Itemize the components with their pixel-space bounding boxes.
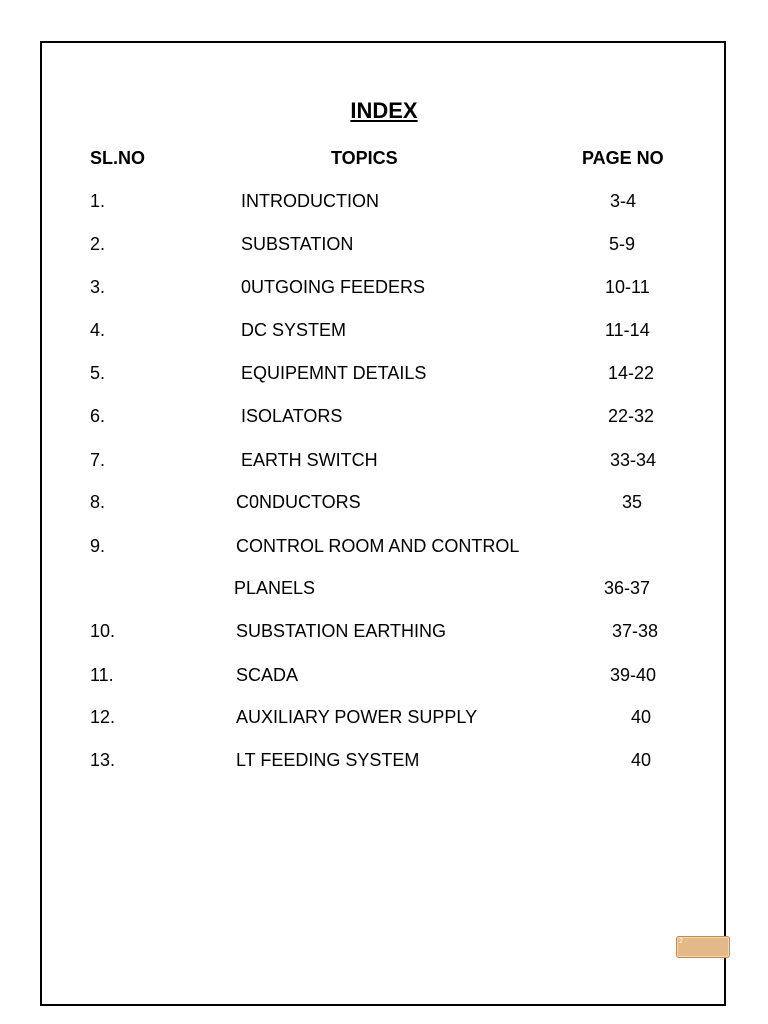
row-page-no: 37-38 — [612, 621, 659, 641]
row-sl-no: 10. — [90, 621, 116, 641]
header-topics: TOPICS — [331, 148, 398, 168]
row-sl-no: 12. — [90, 707, 116, 727]
row-page-no: 40 — [631, 750, 652, 770]
row-topic: ISOLATORS — [241, 406, 343, 426]
page-border — [40, 41, 726, 1006]
row-sl-no: 5. — [90, 363, 106, 383]
row-sl-no: 9. — [90, 536, 106, 556]
row-page-no: 39-40 — [610, 665, 657, 685]
header-sl-no: SL.NO — [90, 148, 146, 168]
page-number: 2 — [679, 938, 683, 945]
row-topic: LT FEEDING SYSTEM — [236, 750, 420, 770]
row-topic: C0NDUCTORS — [236, 492, 361, 512]
row-topic: INTRODUCTION — [241, 191, 379, 211]
row-topic: SUBSTATION EARTHING — [236, 621, 447, 641]
row-topic: AUXILIARY POWER SUPPLY — [236, 707, 478, 727]
row-sl-no: 13. — [90, 750, 116, 770]
row-page-no: 22-32 — [608, 406, 655, 426]
row-sl-no: 1. — [90, 191, 106, 211]
row-sl-no: 2. — [90, 234, 106, 254]
row-page-no: 14-22 — [608, 363, 655, 383]
row-page-no: 3-4 — [610, 191, 637, 211]
row-topic: SUBSTATION — [241, 234, 354, 254]
row-topic: DC SYSTEM — [241, 320, 347, 340]
row-page-no: 36-37 — [604, 578, 651, 598]
row-sl-no: 7. — [90, 450, 106, 470]
row-page-no: 5-9 — [609, 234, 636, 254]
row-topic: 0UTGOING FEEDERS — [241, 277, 426, 297]
row-sl-no: 3. — [90, 277, 106, 297]
page-number-tab — [676, 936, 730, 958]
row-sl-no: 11. — [90, 665, 114, 685]
row-topic: CONTROL ROOM AND CONTROL — [236, 536, 520, 556]
row-topic: EQUIPEMNT DETAILS — [241, 363, 427, 383]
row-page-no: 35 — [622, 492, 643, 512]
row-topic: EARTH SWITCH — [241, 450, 378, 470]
row-sl-no: 4. — [90, 320, 106, 340]
row-sl-no: 8. — [90, 492, 106, 512]
row-topic: PLANELS — [234, 578, 316, 598]
header-page-no: PAGE NO — [582, 148, 664, 168]
index-title: INDEX — [350, 98, 418, 123]
row-page-no: 33-34 — [610, 450, 657, 470]
row-page-no: 10-11 — [605, 277, 650, 297]
row-page-no: 40 — [631, 707, 652, 727]
row-sl-no: 6. — [90, 406, 106, 426]
row-page-no: 11-14 — [605, 320, 650, 340]
row-topic: SCADA — [236, 665, 299, 685]
